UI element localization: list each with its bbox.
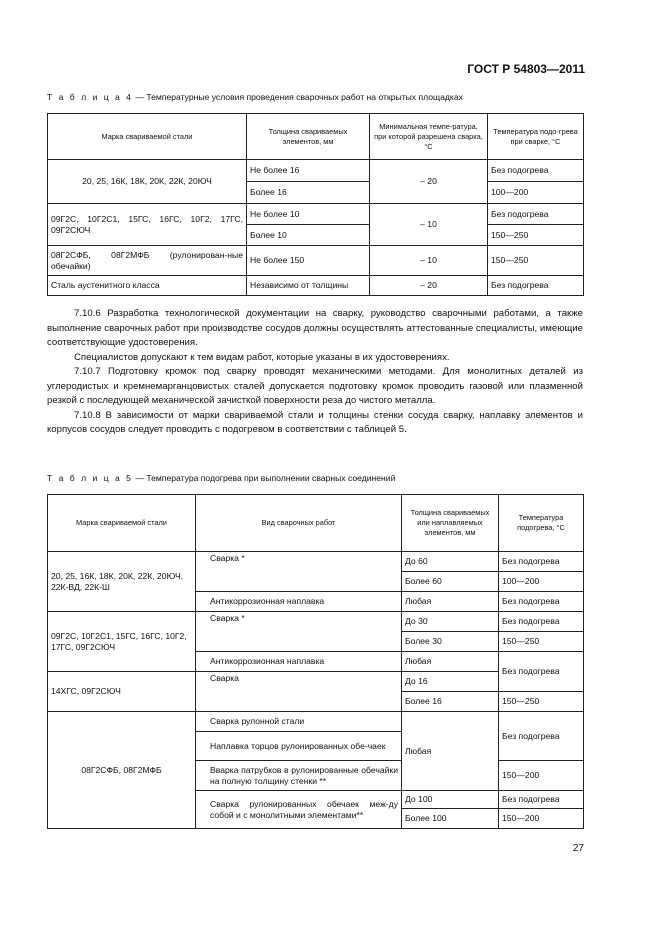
table5-work-cell: Вварка патрубков в рулонированные обечайки на полную толщину стенки ** — [196, 761, 402, 791]
table5-preheat-cell: Без подогрева — [499, 652, 584, 692]
table4-caption — [47, 92, 463, 102]
table5-thickness-cell: Любая — [402, 712, 499, 791]
table5-thickness-cell: Более 16 — [402, 692, 499, 712]
table5-work-cell: Сварка рулонированных обечаек меж-ду собой и с монолитными элементами** — [196, 791, 402, 829]
table4-thickness-cell: Не более 16 — [247, 160, 370, 182]
table5-steel-cell: 09Г2С, 10Г2С1, 15ГС, 16ГС, 10Г2, 17ГС, 09Г2СЮЧ — [48, 612, 196, 672]
table5-work-cell: Сварка * — [196, 552, 402, 592]
table5-preheat-cell: Без подогрева — [499, 791, 584, 809]
table5-work-cell: Сварка * — [196, 612, 402, 652]
table4-preheat-cell: Без подогрева — [488, 204, 584, 225]
table5-work-cell: Антикоррозионная наплавка — [196, 592, 402, 612]
table5-header-row — [48, 495, 584, 552]
table4-min-temp-cell: – 10 — [370, 204, 488, 246]
paragraph-7-10-6: 7.10.6 Разработка технологической документации на сварку, руководство сварочными работами, а также выполнение сварочных работ при производстве сосудов должны осуществлять аттестованные специалисты, имеющие соответствующие удостоверения. — [47, 308, 583, 348]
paragraph-7-10-7: 7.10.7 Подготовку кромок под сварку проводят механическими методами. Для монолитных деталей из углеродистых и кремнемарганцовистых сталей допускается подготовку кромок проводить газовой или плазменной резкой с последующей механической зачисткой поверхности реза до чистого металла. — [47, 366, 583, 406]
table-row — [48, 276, 584, 296]
table4-steel-cell: 09Г2С, 10Г2С1, 15ГС, 16ГС, 10Г2, 17ГС, 09Г2СЮЧ — [48, 204, 247, 246]
table4-steel-cell: Сталь аустенитного класса — [48, 276, 247, 296]
table4-preheat-cell: Без подогрева — [488, 160, 584, 182]
document-designation: ГОСТ Р 54803—2011 — [467, 62, 585, 76]
table-row — [48, 204, 584, 225]
table4-min-temp-cell: – 10 — [370, 246, 488, 276]
table5-preheat-cell: 100—200 — [499, 572, 584, 592]
table5-thickness-cell: Любая — [402, 652, 499, 672]
table5-preheat-cell: 150—200 — [499, 809, 584, 829]
table4-thickness-cell: Не более 150 — [247, 246, 370, 276]
body-text — [47, 307, 583, 438]
table5-caption-text: — Температура подогрева при выполнении сварных соединений — [132, 473, 396, 483]
table4-preheat-cell: 150—250 — [488, 225, 584, 246]
table5-thickness-cell: До 30 — [402, 612, 499, 632]
table5-work-cell: Сварка — [196, 672, 402, 712]
table-row — [48, 246, 584, 276]
table5-thickness-cell: Любая — [402, 592, 499, 612]
table4-min-temp-cell: – 20 — [370, 160, 488, 204]
paragraph-7-10-8: 7.10.8 В зависимости от марки свариваемой стали и толщины стенки сосуда сварку, наплавку элементов и корпусов сосудов следует проводить с подогревом в соответствии с таблицей 5. — [47, 409, 583, 435]
table5-thickness-cell: До 100 — [402, 791, 499, 809]
table4-header-row — [48, 114, 584, 160]
table5-preheat-cell: 150—200 — [499, 761, 584, 791]
table5-header-thickness: Толщина свариваемых или наплавляемых элементов, мм — [402, 495, 499, 552]
table5-work-cell: Антикоррозионная наплавка — [196, 652, 402, 672]
table5-thickness-cell: Более 60 — [402, 572, 499, 592]
table5 — [47, 494, 584, 829]
table5-steel-cell: 08Г2СФБ, 08Г2МФБ — [48, 712, 196, 829]
table4-header-thickness: Толщина свариваемых элементов, мм — [247, 114, 370, 160]
table5-preheat-cell: Без подогрева — [499, 712, 584, 761]
paragraph-specialists: Специалистов допускают к тем видам работ, которые указаны в их удостоверениях. — [74, 351, 450, 363]
table4-preheat-cell: 100—200 — [488, 182, 584, 204]
table5-header-preheat: Температура подогрева, °С — [499, 495, 584, 552]
table5-thickness-cell: До 60 — [402, 552, 499, 572]
table4-steel-cell: 08Г2СФБ, 08Г2МФБ (рулонирован-ные обечайки) — [48, 246, 247, 276]
table-row — [48, 612, 584, 632]
table4-thickness-cell: Более 16 — [247, 182, 370, 204]
table-row — [48, 552, 584, 572]
table5-preheat-cell: 150—250 — [499, 692, 584, 712]
table5-steel-cell: 20, 25, 16К, 18К, 20К, 22К, 20ЮЧ, 22К-ВД, 22К-Ш — [48, 552, 196, 612]
table5-header-work: Вид сварочных работ — [196, 495, 402, 552]
table5-preheat-cell: Без подогрева — [499, 612, 584, 632]
table5-thickness-cell: До 16 — [402, 672, 499, 692]
table4-min-temp-cell: – 20 — [370, 276, 488, 296]
table5-work-cell: Наплавка торцов рулонированных обе-чаек — [196, 732, 402, 761]
table4-caption-text: — Температурные условия проведения сварочных работ на открытых площадках — [132, 92, 463, 102]
table4 — [47, 113, 584, 296]
table4-header-steel: Марка свариваемой стали — [48, 114, 247, 160]
table4-header-min-temp: Минимальная темпе-ратура, при которой разрешена сварка, °С — [370, 114, 488, 160]
table5-preheat-cell: Без подогрева — [499, 552, 584, 572]
table4-caption-label: Т а б л и ц а 4 — [47, 92, 133, 102]
table-row — [48, 712, 584, 732]
table5-preheat-cell: 150—250 — [499, 632, 584, 652]
table5-caption-label: Т а б л и ц а 5 — [47, 473, 133, 483]
table4-preheat-cell: 150—250 — [488, 246, 584, 276]
table5-thickness-cell: Более 100 — [402, 809, 499, 829]
table5-header-steel: Марка свариваемой стали — [48, 495, 196, 552]
table5-work-cell: Сварка рулонной стали — [196, 712, 402, 732]
table5-steel-cell: 14ХГС, 09Г2СЮЧ — [48, 672, 196, 712]
table4-thickness-cell: Независимо от толщины — [247, 276, 370, 296]
table4-header-preheat: Температура подо-грева при сварке, °С — [488, 114, 584, 160]
table4-preheat-cell: Без подогрева — [488, 276, 584, 296]
table5-preheat-cell: Без подогрева — [499, 592, 584, 612]
table4-steel-cell: 20, 25, 16К, 18К, 20К, 22К, 20ЮЧ — [48, 160, 247, 204]
table-row — [48, 160, 584, 182]
table5-thickness-cell: Более 30 — [402, 632, 499, 652]
table4-thickness-cell: Более 10 — [247, 225, 370, 246]
page-number: 27 — [572, 843, 584, 854]
table5-caption — [47, 473, 395, 483]
table4-thickness-cell: Не более 10 — [247, 204, 370, 225]
